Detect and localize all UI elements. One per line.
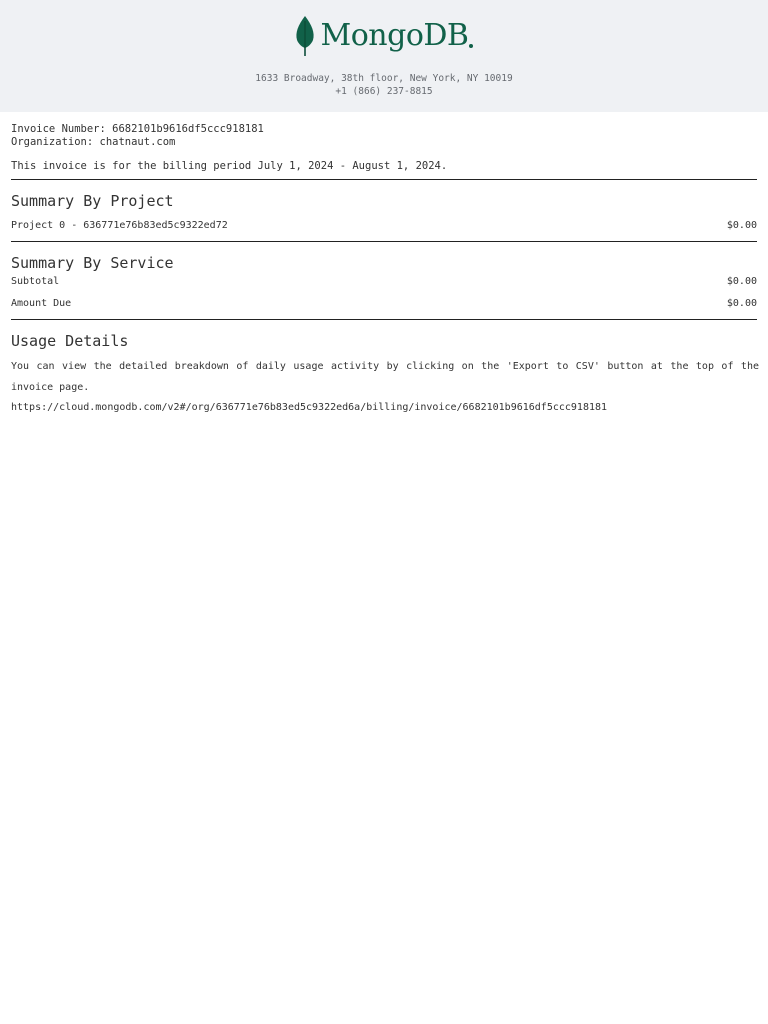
amount-due-row — [11, 297, 757, 311]
divider — [11, 179, 757, 180]
divider — [11, 319, 757, 320]
registered-dot — [469, 44, 473, 48]
company-address — [0, 72, 768, 98]
subtotal-amount: $0.00 — [726, 276, 757, 287]
project-label: Project 0 - 636771e76b83ed5c9322ed72 — [11, 220, 228, 231]
invoice-number: Invoice Number: 6682101b9616df5ccc918181 — [11, 123, 264, 135]
address-line: 1633 Broadway, 38th floor, New York, NY 10019 — [255, 73, 513, 84]
brand-name: MongoDB — [320, 18, 469, 53]
invoice-header — [0, 0, 768, 112]
project-amount: $0.00 — [726, 220, 757, 231]
usage-details-text: You can view the detailed breakdown of daily usage activity by clicking on the 'Export to CSV' button at the top of the invoice page. — [11, 361, 759, 393]
amount-due-label: Amount Due — [11, 298, 72, 309]
amount-due-amount: $0.00 — [726, 298, 757, 309]
summary-by-service-title: Summary By Service — [11, 254, 174, 272]
organization: Organization: chatnaut.com — [11, 136, 176, 148]
subtotal-label: Subtotal — [11, 276, 60, 287]
subtotal-row — [11, 275, 757, 289]
mongodb-logo — [0, 13, 768, 59]
invoice-link[interactable]: https://cloud.mongodb.com/v2#/org/636771e76b83ed5c9322ed6a/billing/invoice/6682101b9616df5ccc918181 — [11, 402, 608, 413]
project-row — [11, 219, 757, 233]
leaf-icon — [295, 15, 315, 57]
usage-details-title: Usage Details — [11, 332, 129, 350]
phone-line: +1 (866) 237-8815 — [335, 86, 433, 97]
billing-period: This invoice is for the billing period July 1, 2024 - August 1, 2024. — [11, 160, 448, 172]
summary-by-project-title: Summary By Project — [11, 192, 174, 210]
invoice-meta — [11, 123, 757, 149]
divider — [11, 241, 757, 242]
invoice-body — [0, 112, 768, 415]
